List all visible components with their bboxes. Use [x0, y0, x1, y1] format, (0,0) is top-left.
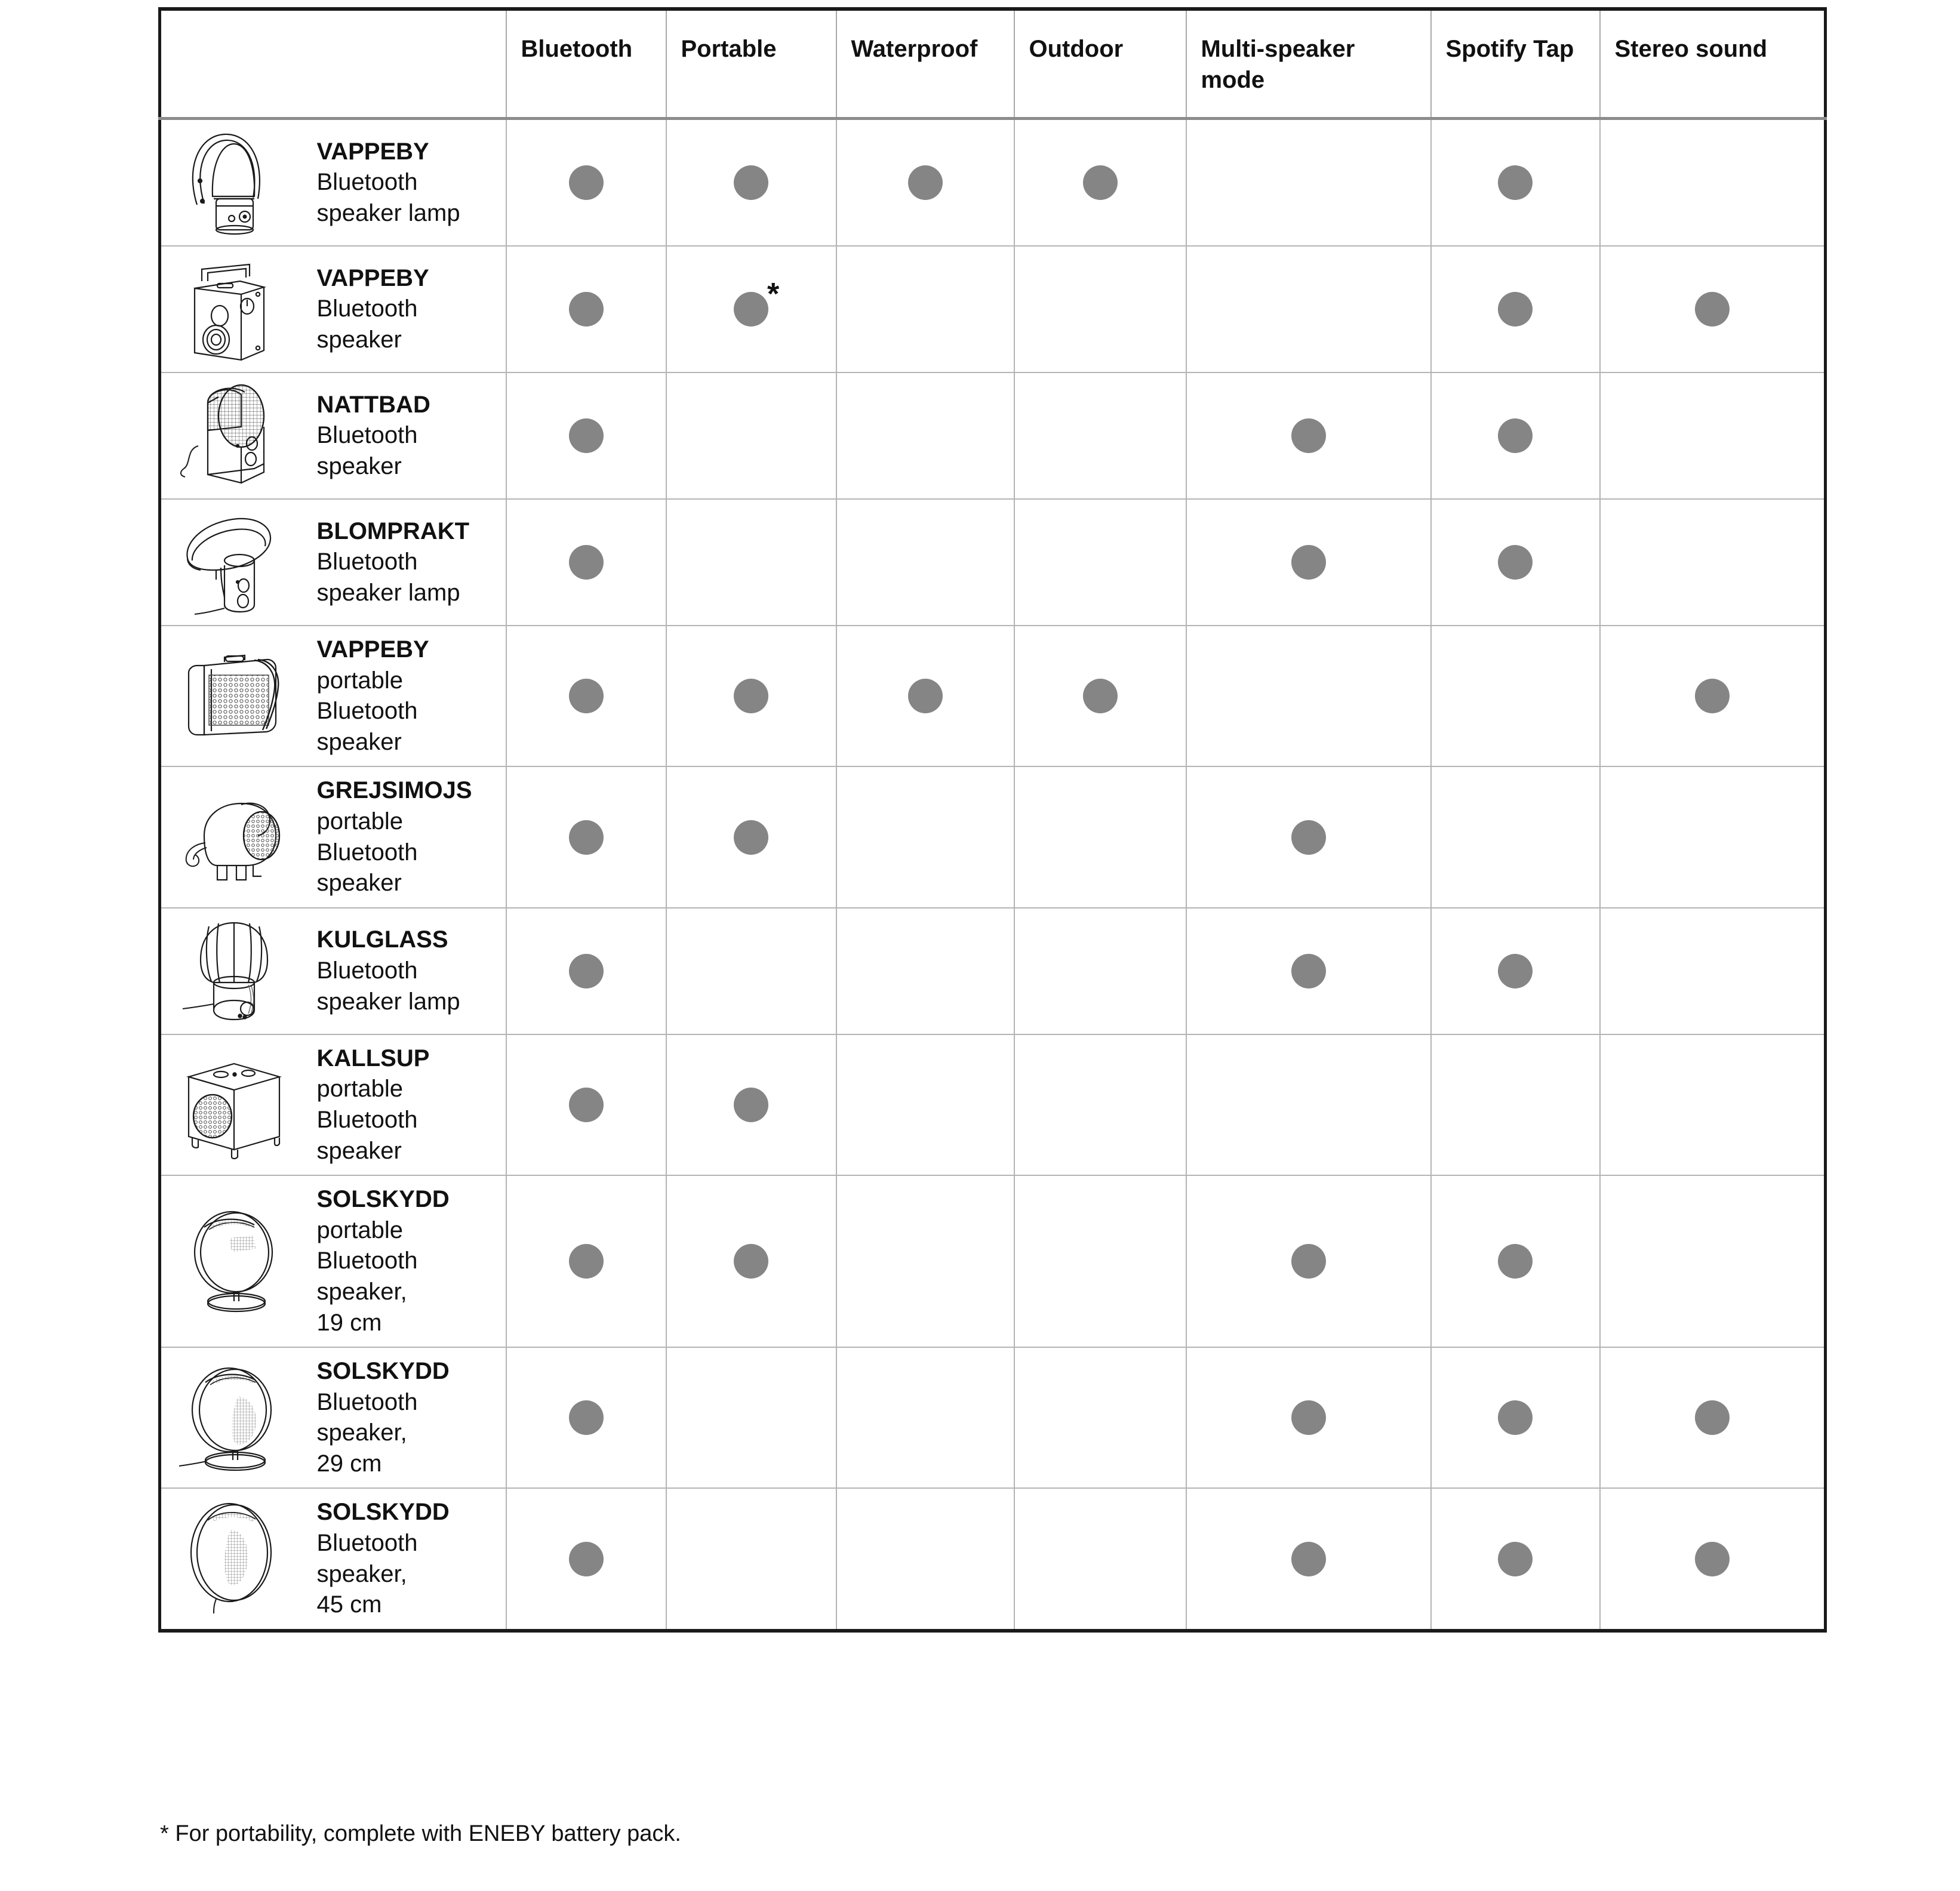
product-image-cell [160, 119, 306, 247]
feature-cell-portable [666, 1034, 836, 1175]
table-row [160, 246, 1826, 372]
vappeby-box-speaker-icon [166, 252, 303, 366]
product-description-line: Bluetooth [316, 1388, 418, 1415]
table-header [160, 9, 1826, 119]
feature-dot-icon [569, 418, 604, 453]
feature-cell-bluetooth [506, 119, 666, 247]
feature-cell-multi [1186, 119, 1431, 247]
feature-dot-holder [569, 820, 604, 855]
feature-cell-waterproof [836, 1175, 1014, 1347]
feature-cell-portable [666, 119, 836, 247]
feature-cell-multi [1186, 1347, 1431, 1488]
feature-dot-icon [1083, 679, 1118, 713]
feature-cell-stereo [1600, 499, 1826, 626]
feature-dot-holder [1291, 1244, 1326, 1279]
feature-dot-icon [1291, 1400, 1326, 1435]
feature-cell-multi [1186, 1034, 1431, 1175]
table-row [160, 626, 1826, 766]
feature-dot-holder [1695, 679, 1730, 713]
feature-dot-holder [1498, 545, 1533, 580]
solskydd-29-icon [166, 1361, 303, 1474]
feature-cell-portable [666, 1347, 836, 1488]
product-description-line: portable [316, 667, 404, 694]
product-description-line: 29 cm [316, 1450, 382, 1477]
feature-cell-multi [1186, 372, 1431, 499]
speaker-comparison-table-wrapper [158, 7, 1824, 1633]
feature-cell-outdoor [1014, 626, 1186, 766]
feature-cell-bluetooth [506, 1347, 666, 1488]
footnote-text: * For portability, complete with ENEBY battery pack. [160, 1821, 681, 1846]
feature-cell-waterproof [836, 766, 1014, 907]
product-image-cell [160, 372, 306, 499]
feature-cell-bluetooth [506, 1034, 666, 1175]
feature-cell-stereo [1600, 1347, 1826, 1488]
feature-dot-icon [734, 292, 768, 327]
footnote-marker: * [767, 277, 780, 312]
feature-dot-holder [1083, 165, 1118, 200]
feature-cell-outdoor [1014, 766, 1186, 907]
feature-cell-waterproof [836, 246, 1014, 372]
feature-dot-holder [734, 820, 768, 855]
feature-dot-holder [1695, 1400, 1730, 1435]
feature-dot-holder [1498, 1542, 1533, 1576]
feature-dot-holder [1291, 545, 1326, 580]
feature-dot-icon [1083, 165, 1118, 200]
product-image-cell [160, 1034, 306, 1175]
feature-dot-holder [1498, 1400, 1533, 1435]
feature-dot-icon [569, 820, 604, 855]
product-description-line: speaker [316, 870, 402, 897]
feature-cell-waterproof [836, 372, 1014, 499]
feature-dot-holder [908, 165, 943, 200]
solskydd-45-icon [166, 1502, 303, 1616]
nattbad-speaker-icon [166, 379, 303, 492]
feature-cell-portable [666, 626, 836, 766]
feature-dot-holder [1695, 1542, 1730, 1576]
product-description-line: Bluetooth [316, 1248, 418, 1274]
feature-dot-holder [569, 954, 604, 988]
column-header-stereo-sound: Stereo sound [1600, 9, 1826, 119]
feature-cell-stereo [1600, 372, 1826, 499]
feature-dot-icon [1498, 292, 1533, 327]
speaker-comparison-table [158, 7, 1827, 1633]
feature-dot-holder [1695, 292, 1730, 327]
feature-dot-holder [569, 418, 604, 453]
feature-cell-outdoor [1014, 246, 1186, 372]
feature-dot-icon [1291, 418, 1326, 453]
feature-dot-icon [734, 820, 768, 855]
product-description-line: speaker, [316, 1278, 407, 1305]
product-description-line: Bluetooth [316, 1106, 418, 1133]
feature-cell-portable [666, 1488, 836, 1630]
feature-dot-icon [1498, 1542, 1533, 1576]
feature-dot-icon [908, 679, 943, 713]
product-image-cell [160, 766, 306, 907]
feature-cell-multi [1186, 626, 1431, 766]
feature-cell-outdoor [1014, 1175, 1186, 1347]
feature-cell-outdoor [1014, 908, 1186, 1034]
product-name-cell [306, 1347, 506, 1488]
feature-cell-portable [666, 372, 836, 499]
product-description-line: Bluetooth [316, 839, 418, 866]
header-image-blank [160, 9, 306, 119]
product-name: NATTBAD [316, 391, 430, 418]
feature-dot-holder [734, 277, 780, 327]
feature-dot-holder [569, 1088, 604, 1122]
feature-dot-icon [1291, 1244, 1326, 1279]
vappeby-portable-icon [166, 639, 303, 753]
product-description-line: Bluetooth [316, 957, 418, 984]
feature-cell-portable [666, 1175, 836, 1347]
feature-dot-holder [908, 679, 943, 713]
column-header-waterproof: Waterproof [836, 9, 1014, 119]
feature-cell-multi [1186, 1488, 1431, 1630]
feature-cell-outdoor [1014, 499, 1186, 626]
product-image-cell [160, 908, 306, 1034]
table-row [160, 372, 1826, 499]
feature-dot-icon [1498, 954, 1533, 988]
product-description-line: portable [316, 1216, 404, 1243]
feature-cell-spotify [1431, 766, 1600, 907]
feature-dot-holder [734, 165, 768, 200]
product-description-line: Bluetooth [316, 295, 418, 322]
feature-dot-icon [1291, 545, 1326, 580]
feature-dot-icon [569, 954, 604, 988]
feature-cell-bluetooth [506, 626, 666, 766]
feature-dot-icon [1695, 1400, 1730, 1435]
feature-cell-outdoor [1014, 1347, 1186, 1488]
product-name-cell [306, 1175, 506, 1347]
blomprakt-lamp-icon [166, 506, 303, 619]
feature-cell-bluetooth [506, 1488, 666, 1630]
product-description-line: Bluetooth [316, 549, 418, 575]
table-row [160, 766, 1826, 907]
feature-dot-icon [734, 1244, 768, 1279]
feature-dot-icon [569, 1244, 604, 1279]
feature-dot-holder [1291, 1400, 1326, 1435]
product-name-cell [306, 372, 506, 499]
feature-cell-spotify [1431, 246, 1600, 372]
feature-dot-icon [569, 545, 604, 580]
product-name: BLOMPRAKT [316, 518, 470, 544]
product-description-line: Bluetooth [316, 1530, 418, 1557]
feature-dot-icon [1291, 1542, 1326, 1576]
feature-dot-icon [1498, 1244, 1533, 1279]
feature-cell-spotify [1431, 1488, 1600, 1630]
feature-dot-holder [1498, 165, 1533, 200]
feature-cell-spotify [1431, 119, 1600, 247]
feature-dot-holder [1291, 1542, 1326, 1576]
feature-cell-outdoor [1014, 1034, 1186, 1175]
feature-cell-stereo [1600, 1175, 1826, 1347]
feature-cell-stereo [1600, 766, 1826, 907]
feature-cell-bluetooth [506, 372, 666, 499]
feature-dot-icon [1498, 1400, 1533, 1435]
feature-dot-icon [569, 165, 604, 200]
header-row [160, 9, 1826, 119]
table-row [160, 499, 1826, 626]
feature-dot-icon [569, 292, 604, 327]
feature-dot-holder [569, 679, 604, 713]
product-image-cell [160, 1175, 306, 1347]
kallsup-cube-icon [166, 1048, 303, 1162]
product-description-line: 45 cm [316, 1591, 382, 1618]
feature-dot-holder [1498, 292, 1533, 327]
product-description-line: speaker, [316, 1419, 407, 1446]
product-description-line: speaker [316, 728, 402, 755]
product-description-line: speaker [316, 1137, 402, 1164]
product-description-line: speaker [316, 452, 402, 479]
feature-cell-stereo [1600, 119, 1826, 247]
feature-cell-multi [1186, 499, 1431, 626]
feature-cell-waterproof [836, 626, 1014, 766]
feature-cell-spotify [1431, 499, 1600, 626]
product-name: SOLSKYDD [316, 1358, 450, 1385]
feature-dot-holder [1083, 679, 1118, 713]
feature-cell-outdoor [1014, 119, 1186, 247]
product-name: VAPPEBY [316, 138, 429, 165]
feature-cell-bluetooth [506, 766, 666, 907]
product-name-cell [306, 246, 506, 372]
product-name-cell [306, 766, 506, 907]
feature-dot-icon [569, 1088, 604, 1122]
feature-dot-icon [1498, 545, 1533, 580]
table-row [160, 1034, 1826, 1175]
column-header-bluetooth: Bluetooth [506, 9, 666, 119]
feature-dot-icon [908, 165, 943, 200]
feature-dot-icon [1695, 292, 1730, 327]
feature-dot-holder [1291, 418, 1326, 453]
table-row [160, 1175, 1826, 1347]
kulglass-lamp-icon [166, 914, 303, 1028]
vappeby-lamp-icon [166, 126, 303, 239]
product-name-cell [306, 499, 506, 626]
product-name-cell [306, 908, 506, 1034]
feature-dot-holder [569, 1244, 604, 1279]
feature-dot-holder [569, 165, 604, 200]
product-description-line: speaker lamp [316, 579, 460, 606]
table-row [160, 119, 1826, 247]
product-image-cell [160, 1347, 306, 1488]
product-description-line: speaker lamp [316, 988, 460, 1015]
feature-dot-icon [734, 679, 768, 713]
feature-cell-outdoor [1014, 1488, 1186, 1630]
feature-cell-waterproof [836, 1034, 1014, 1175]
feature-dot-holder [1498, 1244, 1533, 1279]
feature-cell-multi [1186, 908, 1431, 1034]
product-name: KALLSUP [316, 1045, 430, 1071]
feature-cell-spotify [1431, 1034, 1600, 1175]
feature-dot-holder [734, 1088, 768, 1122]
feature-cell-waterproof [836, 1347, 1014, 1488]
feature-dot-holder [734, 1244, 768, 1279]
product-description-line: Bluetooth [316, 698, 418, 725]
header-name-blank [306, 9, 506, 119]
feature-cell-portable [666, 908, 836, 1034]
feature-cell-multi [1186, 246, 1431, 372]
feature-cell-waterproof [836, 1488, 1014, 1630]
product-name: SOLSKYDD [316, 1499, 450, 1526]
feature-cell-outdoor [1014, 372, 1186, 499]
feature-cell-bluetooth [506, 1175, 666, 1347]
feature-dot-holder [569, 1542, 604, 1576]
grejsimojs-elephant-icon [166, 781, 303, 894]
feature-dot-holder [1291, 820, 1326, 855]
feature-dot-icon [1695, 679, 1730, 713]
product-image-cell [160, 626, 306, 766]
feature-cell-stereo [1600, 626, 1826, 766]
product-image-cell [160, 499, 306, 626]
column-header-multi-speaker-mode: Multi-speaker mode [1186, 9, 1431, 119]
product-description-line: Bluetooth [316, 422, 418, 449]
feature-cell-portable [666, 246, 836, 372]
product-description-line: speaker, [316, 1560, 407, 1587]
feature-cell-stereo [1600, 1488, 1826, 1630]
feature-cell-bluetooth [506, 908, 666, 1034]
feature-dot-icon [569, 1400, 604, 1435]
product-name: GREJSIMOJS [316, 777, 472, 804]
feature-dot-icon [1695, 1542, 1730, 1576]
product-image-cell [160, 246, 306, 372]
table-row [160, 908, 1826, 1034]
feature-cell-bluetooth [506, 246, 666, 372]
feature-cell-waterproof [836, 119, 1014, 247]
product-name: KULGLASS [316, 926, 448, 953]
feature-dot-icon [1498, 418, 1533, 453]
solskydd-19-icon [166, 1205, 303, 1318]
feature-dot-holder [1498, 954, 1533, 988]
feature-dot-holder [1498, 418, 1533, 453]
feature-dot-icon [1498, 165, 1533, 200]
table-body [160, 119, 1826, 1631]
product-description-line: speaker [316, 326, 402, 353]
feature-cell-spotify [1431, 908, 1600, 1034]
table-row [160, 1347, 1826, 1488]
feature-dot-holder [1291, 954, 1326, 988]
column-header-outdoor: Outdoor [1014, 9, 1186, 119]
product-name: VAPPEBY [316, 264, 429, 291]
product-name-cell [306, 1034, 506, 1175]
product-description-line: portable [316, 808, 404, 834]
feature-cell-multi [1186, 1175, 1431, 1347]
column-header-portable: Portable [666, 9, 836, 119]
feature-dot-holder [569, 1400, 604, 1435]
product-description-line: 19 cm [316, 1309, 382, 1336]
feature-cell-stereo [1600, 246, 1826, 372]
product-name: SOLSKYDD [316, 1186, 450, 1213]
feature-cell-portable [666, 499, 836, 626]
column-header-spotify-tap: Spotify Tap [1431, 9, 1600, 119]
feature-cell-waterproof [836, 908, 1014, 1034]
feature-dot-holder [569, 292, 604, 327]
product-name-cell [306, 119, 506, 247]
feature-cell-multi [1186, 766, 1431, 907]
feature-dot-icon [1291, 954, 1326, 988]
feature-cell-spotify [1431, 1175, 1600, 1347]
product-name: VAPPEBY [316, 636, 429, 663]
feature-dot-icon [569, 1542, 604, 1576]
feature-dot-holder [569, 545, 604, 580]
product-image-cell [160, 1488, 306, 1630]
feature-cell-stereo [1600, 908, 1826, 1034]
product-description-line: Bluetooth [316, 169, 418, 196]
feature-cell-waterproof [836, 499, 1014, 626]
feature-cell-spotify [1431, 372, 1600, 499]
feature-dot-icon [734, 1088, 768, 1122]
feature-cell-bluetooth [506, 499, 666, 626]
product-description-line: speaker lamp [316, 199, 460, 226]
feature-dot-icon [734, 165, 768, 200]
feature-cell-spotify [1431, 1347, 1600, 1488]
product-name-cell [306, 1488, 506, 1630]
feature-cell-stereo [1600, 1034, 1826, 1175]
feature-dot-holder [734, 679, 768, 713]
table-row [160, 1488, 1826, 1630]
product-name-cell [306, 626, 506, 766]
feature-cell-spotify [1431, 626, 1600, 766]
feature-cell-portable [666, 766, 836, 907]
feature-dot-icon [1291, 820, 1326, 855]
product-description-line: portable [316, 1076, 404, 1102]
feature-dot-icon [569, 679, 604, 713]
